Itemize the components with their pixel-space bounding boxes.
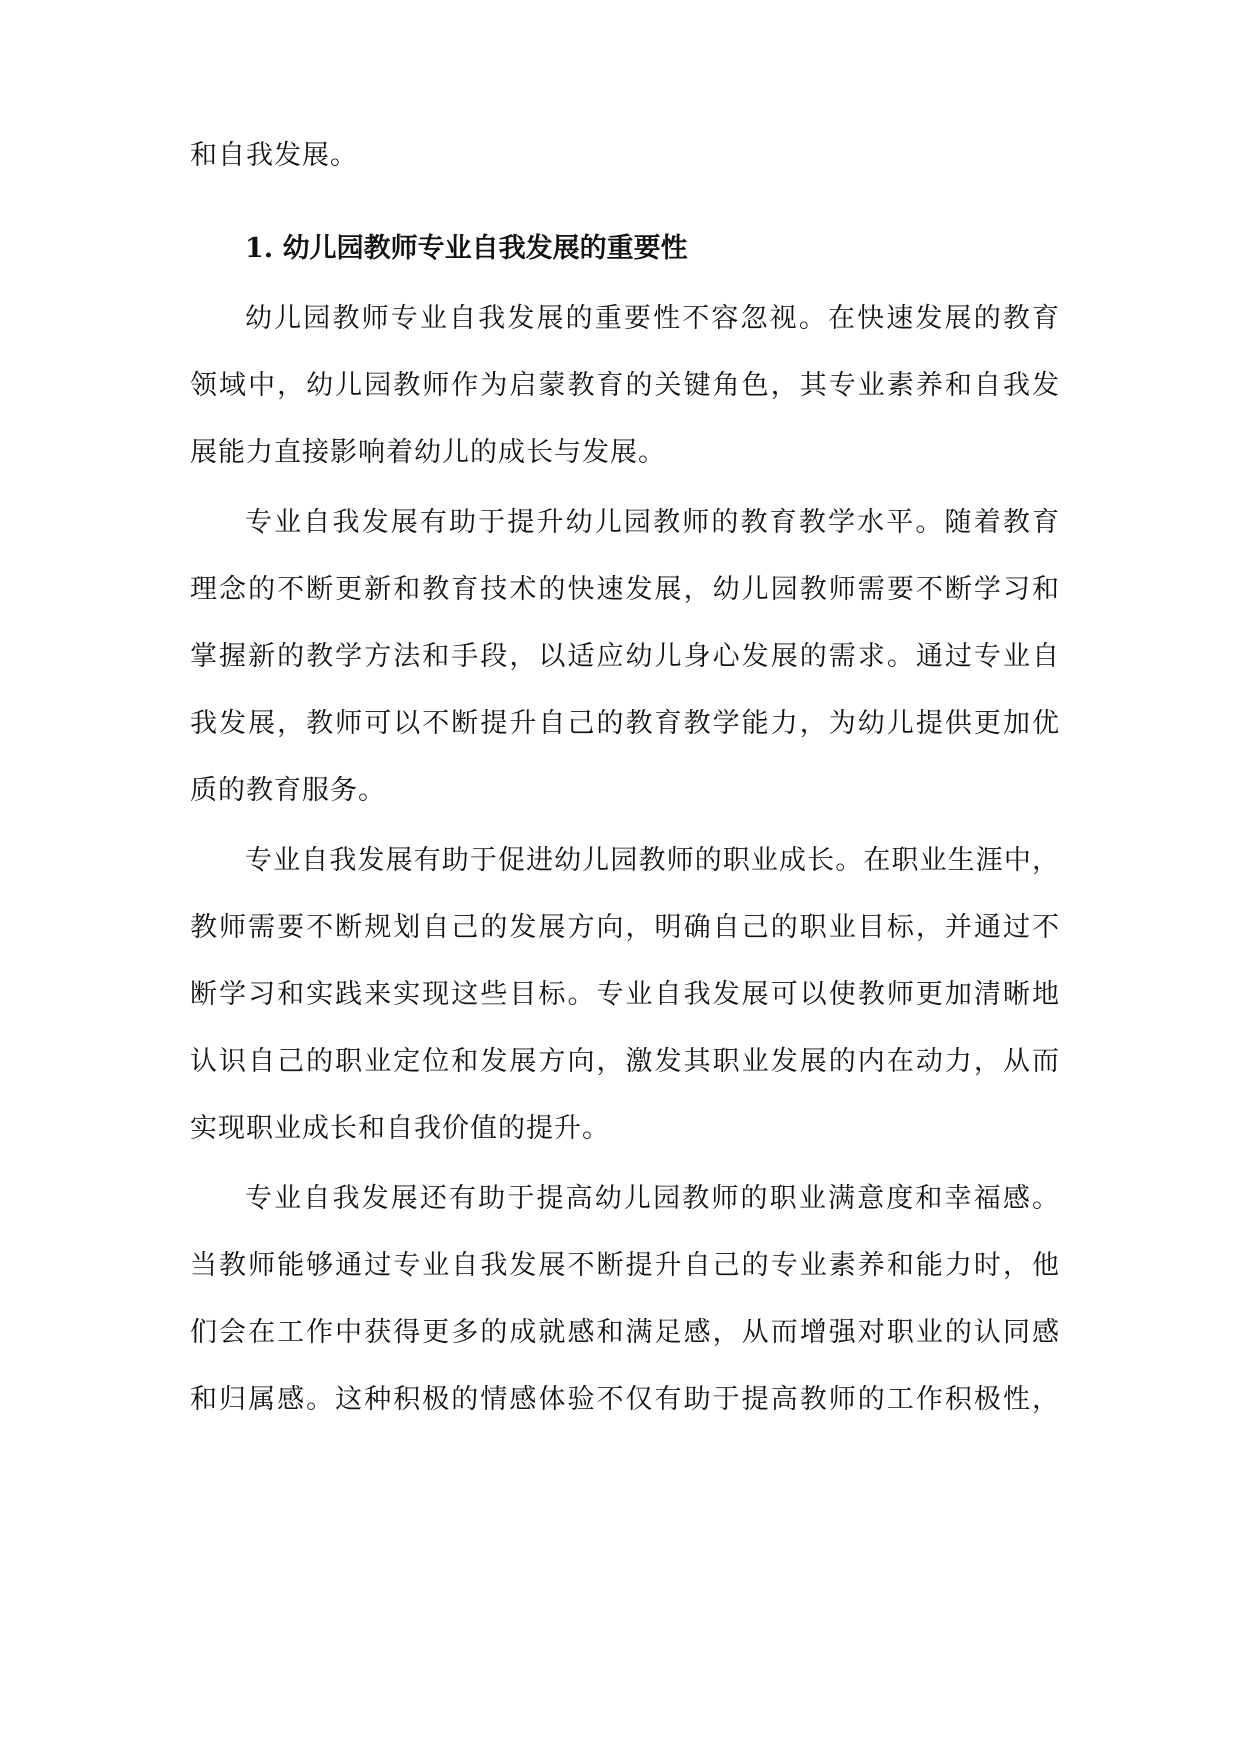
paragraph-line: 质的教育服务。 (190, 775, 386, 806)
paragraph-line: 展能力直接影响着幼儿的成长与发展。 (190, 437, 666, 468)
paragraph-line: 专业自我发展有助于提升幼儿园教师的教育教学水平。随着教育 (245, 507, 1060, 538)
paragraph-line: 幼儿园教师专业自我发展的重要性不容忽视。在快速发展的教育 (245, 303, 1060, 334)
paragraph-line: 专业自我发展有助于促进幼儿园教师的职业成长。在职业生涯中， (245, 845, 1060, 876)
paragraph-line: 掌握新的教学方法和手段，以适应幼儿身心发展的需求。通过专业自 (190, 641, 1060, 672)
paragraph-line: 我发展，教师可以不断提升自己的教育教学能力，为幼儿提供更加优 (190, 708, 1060, 739)
section-heading: 1. 幼儿园教师专业自我发展的重要性 (245, 233, 688, 264)
paragraph-line: 教师需要不断规划自己的发展方向，明确自己的职业目标，并通过不 (190, 912, 1060, 943)
continuation-text: 和自我发展。 (190, 140, 358, 171)
paragraph-line: 实现职业成长和自我价值的提升。 (190, 1113, 610, 1144)
paragraph-line: 领域中，幼儿园教师作为启蒙教育的关键角色，其专业素养和自我发 (190, 370, 1060, 401)
paragraph-line: 们会在工作中获得更多的成就感和满足感，从而增强对职业的认同感 (190, 1317, 1060, 1348)
paragraph-line: 专业自我发展还有助于提高幼儿园教师的职业满意度和幸福感。 (245, 1183, 1060, 1214)
paragraph-line: 理念的不断更新和教育技术的快速发展，幼儿园教师需要不断学习和 (190, 574, 1060, 605)
paragraph-line: 和归属感。这种积极的情感体验不仅有助于提高教师的工作积极性， (190, 1384, 1060, 1415)
paragraph-line: 认识自己的职业定位和发展方向，激发其职业发展的内在动力，从而 (190, 1046, 1060, 1077)
paragraph-line: 当教师能够通过专业自我发展不断提升自己的专业素养和能力时，他 (190, 1250, 1060, 1281)
paragraph-line: 断学习和实践来实现这些目标。专业自我发展可以使教师更加清晰地 (190, 979, 1060, 1010)
